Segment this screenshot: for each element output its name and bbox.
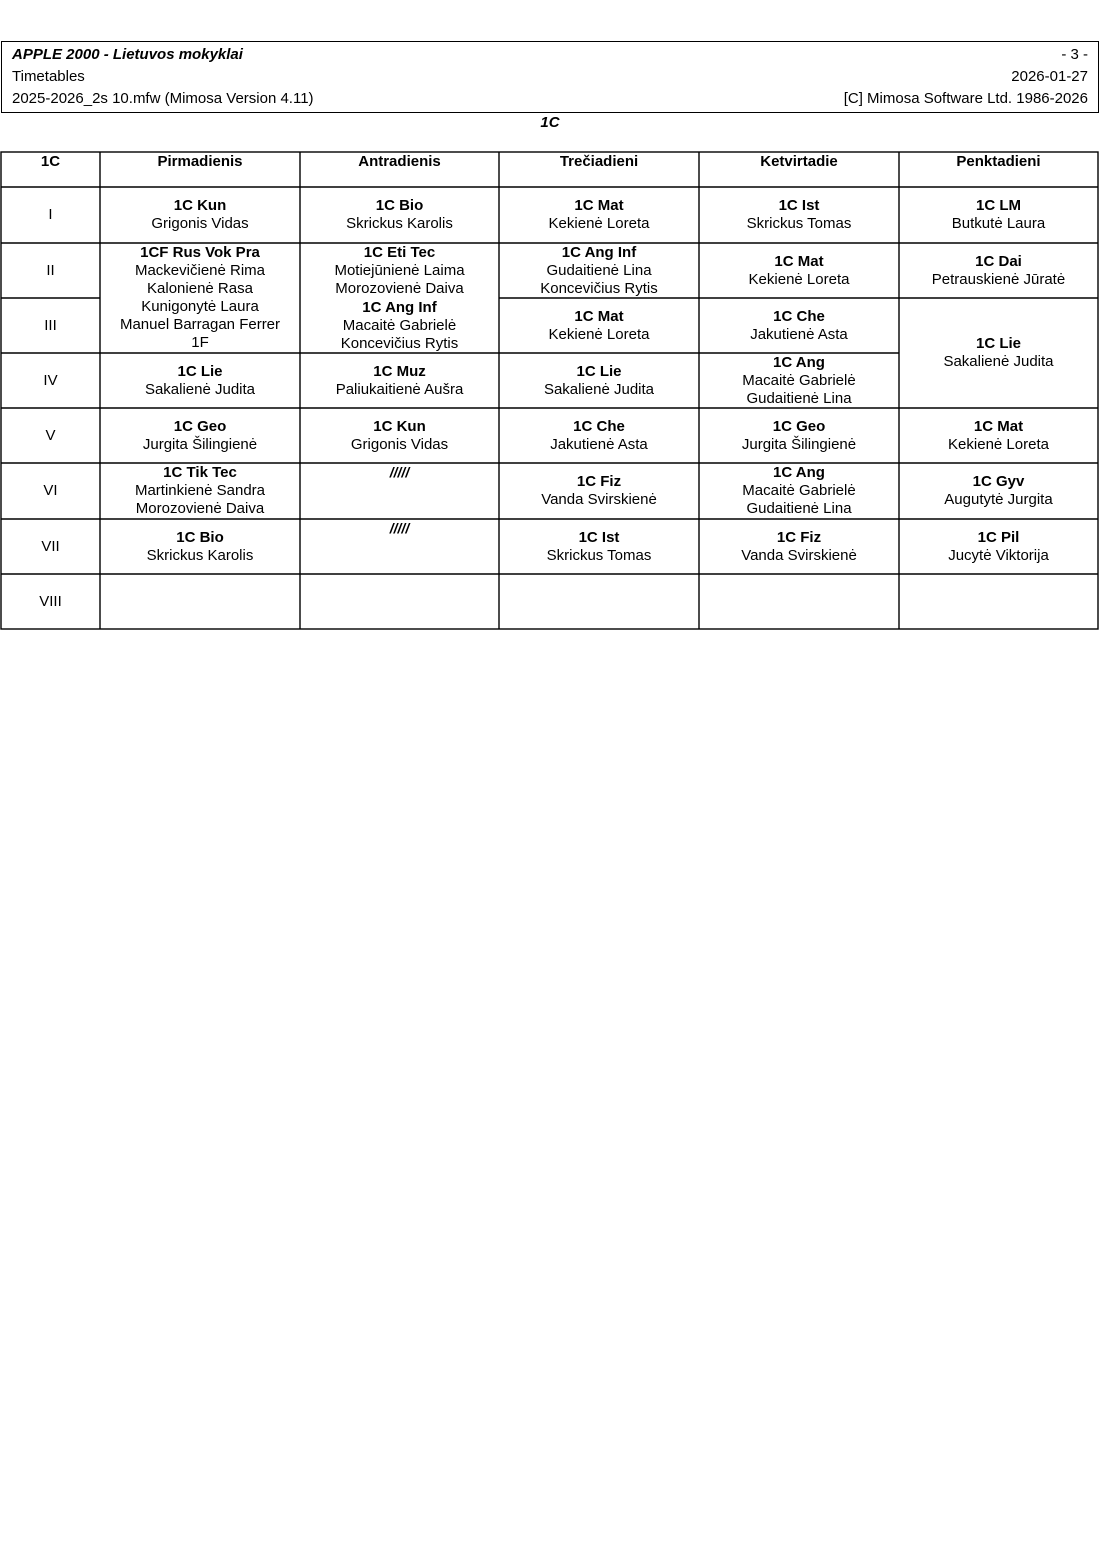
period-label: V	[45, 426, 56, 444]
lesson-cell[interactable]	[300, 353, 499, 408]
lesson-cell[interactable]	[300, 243, 499, 298]
lesson-subject: 1C Pil	[977, 528, 1020, 546]
lesson-cell[interactable]	[899, 187, 1098, 243]
lesson-teacher: Kekienė Loreta	[548, 325, 650, 343]
lesson-teacher: Vanda Svirskienė	[741, 546, 857, 564]
lesson-teacher: Grigonis Vidas	[350, 435, 449, 453]
lesson-teacher: Kunigonytė Laura	[141, 298, 259, 315]
lesson-subject: 1C Ang Inf	[561, 243, 637, 261]
lesson-cell[interactable]	[300, 408, 499, 463]
period-label: IV	[43, 371, 58, 389]
lesson-subject: 1C Tik Tec	[163, 464, 237, 481]
lesson-teacher: Morozovienė Daiva	[135, 500, 265, 517]
corner-cell: 1C	[40, 153, 61, 170]
report-title: APPLE 2000 - Lietuvos mokyklai	[12, 46, 243, 63]
lesson-subject: 1C Eti Tec	[363, 243, 436, 261]
lesson-cell[interactable]	[499, 243, 699, 298]
lesson-subject: 1C Dai	[975, 252, 1022, 270]
lesson-teacher: Jurgita Šilingienė	[741, 435, 857, 453]
lesson-teacher: Butkutė Laura	[951, 215, 1046, 232]
day-header-monday: Pirmadienis	[157, 153, 243, 170]
copyright: [C] Mimosa Software Ltd. 1986-2026	[843, 90, 1088, 107]
lesson-teacher: Jakutienė Asta	[550, 435, 648, 453]
lesson-teacher: Macaitė Gabrielė	[742, 371, 856, 389]
lesson-cell[interactable]	[699, 187, 899, 243]
lesson-teacher: Paliukaitienė Aušra	[335, 380, 464, 398]
blocked-mark: /////	[389, 464, 410, 480]
lesson-teacher: Kekienė Loreta	[548, 215, 650, 232]
lesson-cell[interactable]	[100, 463, 300, 519]
lesson-subject: 1C Mat	[774, 252, 824, 270]
lesson-cell[interactable]	[499, 187, 699, 243]
period-label: I	[48, 206, 53, 223]
lesson-teacher: Koncevičius Rytis	[340, 334, 459, 352]
source-file: 2025-2026_2s 10.mfw (Mimosa Version 4.11)	[12, 90, 314, 107]
lesson-cell[interactable]	[499, 463, 699, 519]
lesson-teacher: Grigonis Vidas	[151, 215, 249, 232]
empty-cell[interactable]	[100, 574, 300, 629]
lesson-cell[interactable]	[499, 298, 699, 353]
lesson-cell[interactable]	[100, 519, 300, 574]
lesson-cell[interactable]	[699, 353, 899, 408]
lesson-subject: 1C Fiz	[576, 473, 622, 490]
lesson-subject: 1C Bio	[375, 197, 424, 214]
lesson-teacher: Jurgita Šilingienė	[142, 435, 258, 453]
day-header-thursday: Ketvirtadie	[760, 153, 838, 170]
lesson-subject: 1C Che	[773, 307, 825, 325]
lesson-teacher: Vanda Svirskienė	[541, 491, 657, 508]
lesson-teacher: Gudaitienė Lina	[546, 261, 652, 279]
lesson-subject: 1C Lie	[177, 362, 223, 380]
lesson-subject: 1C Ist	[778, 197, 820, 214]
lesson-subject: 1C Kun	[373, 417, 426, 435]
lesson-teacher: Gudaitienė Lina	[746, 500, 852, 517]
period-label: II	[46, 261, 55, 279]
lesson-cell[interactable]	[899, 243, 1098, 298]
lesson-cell[interactable]	[499, 408, 699, 463]
lesson-subject: 1C Lie	[576, 362, 622, 380]
lesson-cell[interactable]	[899, 298, 1098, 408]
lesson-teacher: Motiejūnienė Laima	[334, 261, 465, 279]
lesson-subject: 1C Fiz	[776, 528, 822, 546]
lesson-teacher: Skrickus Tomas	[546, 546, 652, 564]
lesson-subject: 1C Kun	[173, 197, 227, 214]
lesson-subject: 1C Geo	[173, 417, 227, 435]
lesson-cell[interactable]	[899, 519, 1098, 574]
page-number: - 3 -	[1061, 46, 1088, 63]
lesson-teacher: Skrickus Karolis	[146, 546, 254, 564]
lesson-subject: 1C Ang	[773, 464, 825, 481]
lesson-subject: 1C Lie	[975, 335, 1021, 352]
day-header-wednesday: Trečiadieni	[559, 153, 639, 170]
lesson-cell[interactable]	[300, 298, 499, 353]
lesson-teacher: Mackevičienė Rima	[134, 262, 266, 279]
lesson-cell[interactable]	[100, 353, 300, 408]
lesson-subject: 1C Mat	[574, 307, 624, 325]
day-header-tuesday: Antradienis	[358, 153, 441, 170]
lesson-teacher: Macaitė Gabrielė	[742, 482, 856, 499]
lesson-teacher: Macaitė Gabrielė	[342, 316, 457, 334]
blocked-mark: /////	[389, 520, 410, 536]
lesson-teacher: Koncevičius Rytis	[540, 279, 658, 297]
lesson-teacher: Jakutienė Asta	[750, 325, 848, 343]
lesson-cell[interactable]	[699, 298, 899, 353]
empty-cell[interactable]	[699, 574, 899, 629]
lesson-teacher: Sakalienė Judita	[144, 380, 256, 398]
lesson-teacher: Sakalienė Judita	[943, 353, 1054, 370]
lesson-teacher: Sakalienė Judita	[543, 380, 655, 398]
lesson-subject: 1C Mat	[574, 197, 624, 214]
empty-cell[interactable]	[499, 574, 699, 629]
lesson-cell[interactable]	[699, 243, 899, 298]
lesson-subject: 1C Geo	[772, 417, 826, 435]
lesson-cell[interactable]	[499, 353, 699, 408]
empty-cell[interactable]	[300, 574, 499, 629]
lesson-teacher: Jucytė Viktorija	[948, 546, 1049, 564]
lesson-teacher: Augutytė Jurgita	[944, 491, 1053, 508]
blocked-cell[interactable]	[300, 519, 499, 574]
lesson-cell[interactable]	[899, 463, 1098, 519]
lesson-cell[interactable]	[899, 408, 1098, 463]
period-label: III	[44, 316, 57, 334]
lesson-subject: 1C Ang Inf	[362, 298, 437, 316]
lesson-group: 1F	[191, 334, 209, 351]
class-title: 1C	[540, 114, 560, 131]
lesson-teacher: Martinkienė Sandra	[134, 482, 266, 499]
day-header-friday: Penktadieni	[956, 153, 1041, 170]
lesson-subject: 1CF Rus Vok Pra	[140, 244, 260, 261]
lesson-cell[interactable]	[100, 187, 300, 243]
lesson-teacher: Kekienė Loreta	[748, 270, 850, 288]
lesson-subject: 1C LM	[976, 197, 1021, 214]
lesson-teacher: Skrickus Karolis	[346, 215, 453, 232]
lesson-cell[interactable]	[100, 243, 300, 353]
blocked-cell[interactable]	[300, 463, 499, 519]
lesson-cell[interactable]	[499, 519, 699, 574]
lesson-cell[interactable]	[300, 187, 499, 243]
lesson-cell[interactable]	[100, 408, 300, 463]
report-date: 2026-01-27	[1011, 68, 1088, 85]
report-subtitle: Timetables	[12, 68, 85, 85]
lesson-teacher: Petrauskienė Jūratė	[931, 270, 1066, 288]
lesson-cell[interactable]	[699, 519, 899, 574]
lesson-teacher: Morozovienė Daiva	[335, 279, 464, 297]
period-label: VII	[41, 537, 60, 555]
lesson-teacher: Kalonienė Rasa	[147, 280, 253, 297]
lesson-teacher: Kekienė Loreta	[948, 435, 1049, 453]
lesson-teacher: Gudaitienė Lina	[746, 389, 852, 407]
lesson-subject: 1C Che	[573, 417, 625, 435]
lesson-subject: 1C Bio	[176, 528, 224, 546]
lesson-teacher: Skrickus Tomas	[746, 215, 852, 232]
lesson-cell[interactable]	[699, 463, 899, 519]
period-label: VIII	[39, 592, 62, 610]
lesson-subject: 1C Gyv	[972, 473, 1025, 490]
lesson-teacher: Manuel Barragan Ferrer	[119, 316, 281, 333]
empty-cell[interactable]	[899, 574, 1098, 629]
lesson-subject: 1C Ang	[773, 353, 825, 371]
lesson-subject: 1C Ist	[578, 528, 620, 546]
lesson-subject: 1C Mat	[973, 417, 1024, 435]
period-label: VI	[43, 482, 58, 499]
lesson-cell[interactable]	[699, 408, 899, 463]
lesson-subject: 1C Muz	[373, 362, 426, 380]
